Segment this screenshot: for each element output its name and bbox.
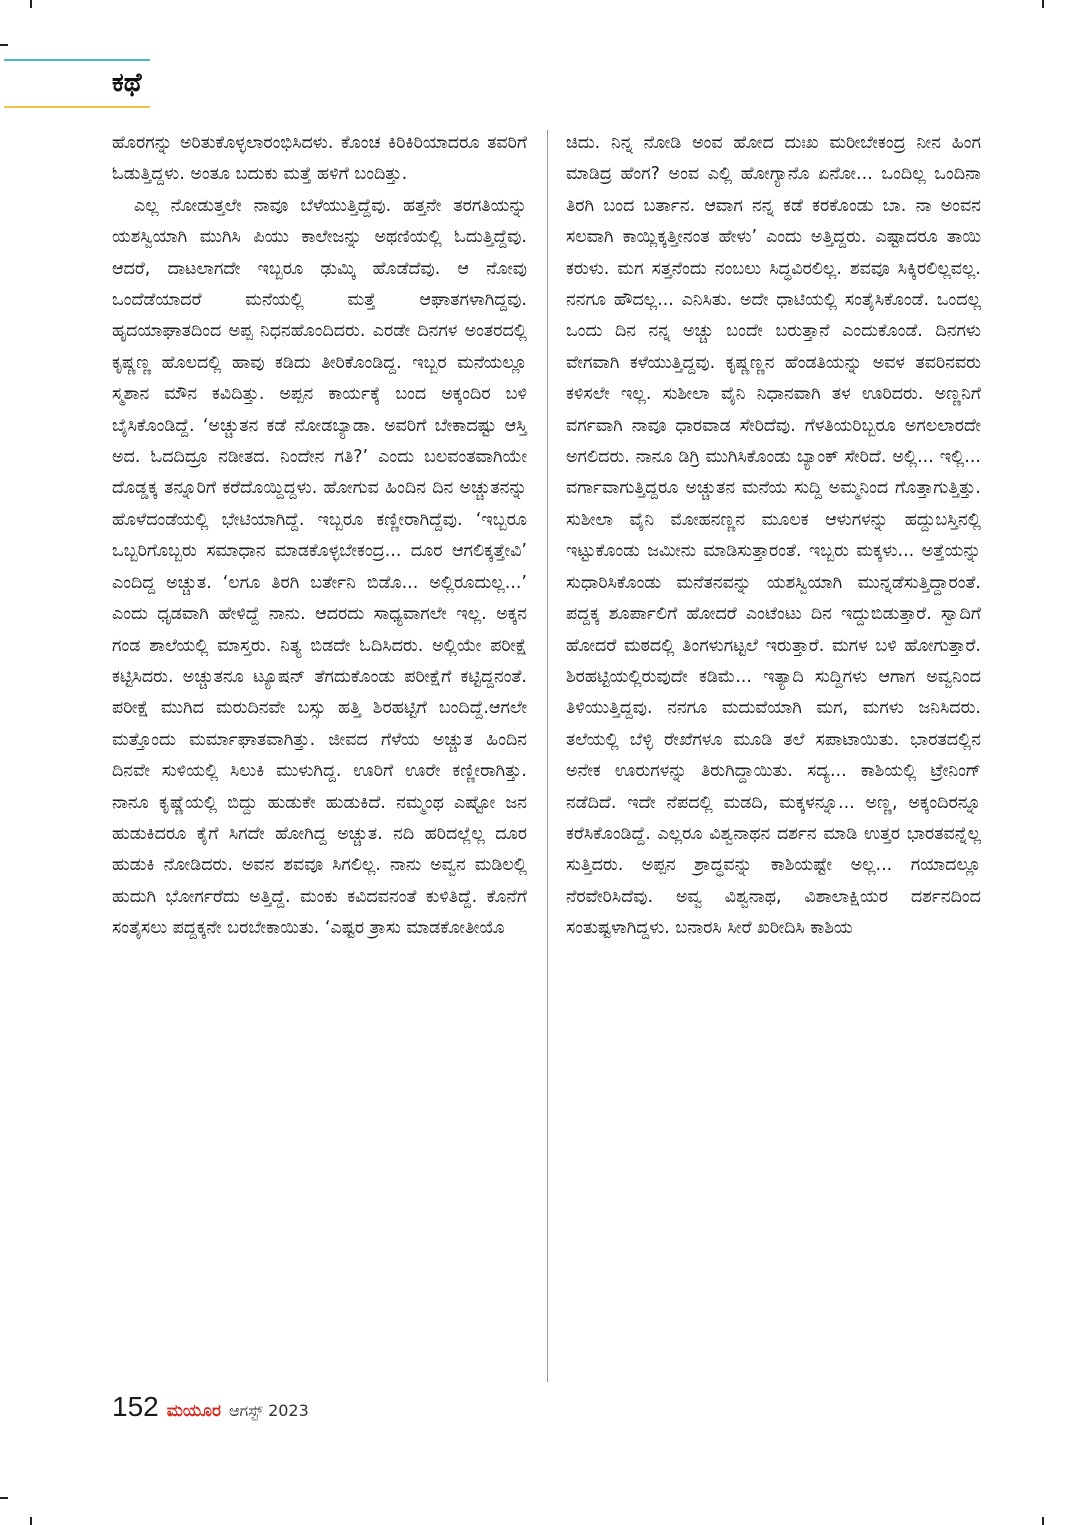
column-divider — [547, 130, 548, 1382]
crop-mark — [30, 1517, 32, 1525]
crop-mark — [1042, 0, 1044, 8]
crop-mark — [0, 44, 8, 46]
section-rule-bottom — [4, 106, 150, 108]
article-column-left — [112, 128, 527, 945]
section-rule-top — [4, 59, 150, 61]
article-column-right — [566, 128, 981, 945]
crop-mark — [30, 0, 32, 8]
paragraph: ಎಲ್ಲ ನೋಡುತ್ತಲೇ ನಾವೂ ಬೆಳೆಯುತ್ತಿದ್ದೆವು. ಹತ್ತನೇ ತರಗತಿಯನ್ನು ಯಶಸ್ವಿಯಾಗಿ ಮುಗಿಸಿ ಪಿಯು ಕಾಲೇಜನ್ನು ಅಥಣಿಯಲ್ಲಿ ಓದುತ್ತಿದ್ದೆವು. ಆದರೆ, ದಾಟಲಾಗದೇ ಇಬ್ಬರೂ ಢುಮ್ಕಿ ಹೊಡೆದೆವು. ಆ ನೋವು ಒಂದೆಡೆಯಾದರೆ ಮನೆಯಲ್ಲಿ ಮತ್ತೆ ಆಘಾತಗಳಾಗಿದ್ದವು. ಹೃದಯಾಘಾತದಿಂದ ಅಪ್ಪ ನಿಧನಹೊಂದಿದರು. ಎರಡೇ ದಿನಗಳ ಅಂತರದಲ್ಲಿ ಕೃಷ್ಣಣ್ಣ ಹೊಲದಲ್ಲಿ ಹಾವು ಕಡಿದು ತೀರಿಕೊಂಡಿದ್ದ. ಇಬ್ಬರ ಮನೆಯಲ್ಲೂ ಸ್ಮಶಾನ ಮೌನ ಕವಿದಿತ್ತು. ಅಪ್ಪನ ಕಾರ್ಯಕ್ಕೆ ಬಂದ ಅಕ್ಕಂದಿರ ಬಳಿ ಬೈಸಿಕೊಂಡಿದ್ದೆ. ‘ಅಚ್ಚುತನ ಕಡೆ ನೋಡಬ್ಯಾಡಾ. ಅವರಿಗೆ ಬೇಕಾದಷ್ಟು ಆಸ್ತಿ ಅದ. ಓದದಿದ್ರೂ ನಡೀತದ. ನಿಂದೇನ ಗತಿ?’ ಎಂದು ಬಲವಂತವಾಗಿಯೇ ದೊಡ್ಡಕ್ಕ ತನ್ನೂರಿಗೆ ಕರೆದೊಯ್ದಿದ್ದಳು. ಹೋಗುವ ಹಿಂದಿನ ದಿನ ಅಚ್ಚುತನನ್ನು ಹೊಳೆದಂಡೆಯಲ್ಲಿ ಭೇಟಿಯಾಗಿದ್ದೆ. ಇಬ್ಬರೂ ಕಣ್ಣೀರಾಗಿದ್ದೆವು. ‘ಇಬ್ಬರೂ ಒಬ್ಬರಿಗೊಬ್ಬರು ಸಮಾಧಾನ ಮಾಡಕೊಳ್ಳಬೇಕಂದ್ರ... ದೂರ ಆಗಲಿಕ್ಕತ್ತೇವಿ’ ಎಂದಿದ್ದ ಅಚ್ಚುತ. ‘ಲಗೂ ತಿರಗಿ ಬರ್ತೇನಿ ಬಿಡೊ... ಅಲ್ಲಿರೂದುಲ್ಲ...’ ಎಂದು ಧೃಡವಾಗಿ ಹೇಳಿದ್ದೆ ನಾನು. ಆದರದು ಸಾಧ್ಯವಾಗಲೇ ಇಲ್ಲ. ಅಕ್ಕನ ಗಂಡ ಶಾಲೆಯಲ್ಲಿ ಮಾಸ್ತರು. ನಿತ್ಯ ಬಿಡದೇ ಓದಿಸಿದರು. ಅಲ್ಲಿಯೇ ಪರೀಕ್ಷೆ ಕಟ್ಟಿಸಿದರು. ಅಚ್ಚುತನೂ ಟ್ಯೂಷನ್ ತೆಗದುಕೊಂಡು ಪರೀಕ್ಷೆಗೆ ಕಟ್ಟಿದ್ದನಂತೆ. ಪರೀಕ್ಷೆ ಮುಗಿದ ಮರುದಿನವೇ ಬಸ್ಸು ಹತ್ತಿ ಶಿರಹಟ್ಟಿಗೆ ಬಂದಿದ್ದೆ.ಆಗಲೇ ಮತ್ತೊಂದು ಮರ್ಮಾಘಾತವಾಗಿತ್ತು. ಜೀವದ ಗೆಳೆಯ ಅಚ್ಚುತ ಹಿಂದಿನ ದಿನವೇ ಸುಳಿಯಲ್ಲಿ ಸಿಲುಕಿ ಮುಳುಗಿದ್ದ. ಊರಿಗೆ ಊರೇ ಕಣ್ಣೀರಾಗಿತ್ತು. ನಾನೂ ಕೃಷ್ಣೆಯಲ್ಲಿ ಬಿದ್ದು ಹುಡುಕೇ ಹುಡುಕಿದೆ. ನಮ್ಮಂಥ ಎಷ್ಟೋ ಜನ ಹುಡುಕಿದರೂ ಕೈಗೆ ಸಿಗದೇ ಹೋಗಿದ್ದ ಅಚ್ಚುತ. ನದಿ ಹರಿದಲ್ಲೆಲ್ಲ ದೂರ ಹುಡುಕಿ ನೋಡಿದರು. ಅವನ ಶವವೂ ಸಿಗಲಿಲ್ಲ. ನಾನು ಅವ್ವನ ಮಡಿಲಲ್ಲಿ ಹುದುಗಿ ಭೋರ್ಗರೆದು ಅತ್ತಿದ್ದೆ. ಮಂಕು ಕವಿದವನಂತೆ ಕುಳಿತಿದ್ದೆ. ಕೊನೆಗೆ ಸಂತೈಸಲು ಪದ್ದಕ್ಕನೇ ಬರಬೇಕಾಯಿತು. ‘ಎಷ್ಟರ ತ್ರಾಸು ಮಾಡಕೋತೀಯೊ — [112, 195, 527, 939]
paragraph: ಚಿದು. ನಿನ್ನ ನೋಡಿ ಅಂವ ಹೋದ ದುಃಖ ಮರೀಬೇಕಂದ್ರ ನೀನ ಹಿಂಗ ಮಾಡಿದ್ರ ಹೆಂಗ? ಅಂವ ಎಲ್ಲಿ ಹೋಗ್ಯಾನೊ ಏನೋ... ಒಂದಿಲ್ಲ ಒಂದಿನಾ ತಿರಗಿ ಬಂದ ಬರ್ತಾನ. ಆವಾಗ ನನ್ನ ಕಡೆ ಕರಕೊಂಡು ಬಾ. ನಾ ಅಂವನ ಸಲವಾಗಿ ಕಾಯ್ಲಿಕ್ಕತ್ತೀನಂತ ಹೇಳು’ ಎಂದು ಅತ್ತಿದ್ದರು. ಎಷ್ಟಾದರೂ ತಾಯಿ ಕರುಳು. ಮಗ ಸತ್ತನೆಂದು ನಂಬಲು ಸಿದ್ಧವಿರಲಿಲ್ಲ. ಶವವೂ ಸಿಕ್ಕಿರಲಿಲ್ಲವಲ್ಲ. ನನಗೂ ಹೌದಲ್ಲ... ಎನಿಸಿತು. ಅದೇ ಧಾಟಿಯಲ್ಲಿ ಸಂತೈಸಿಕೊಂಡೆ. ಒಂದಲ್ಲ ಒಂದು ದಿನ ನನ್ನ ಅಚ್ಚು ಬಂದೇ ಬರುತ್ತಾನೆ ಎಂದುಕೊಂಡೆ. ದಿನಗಳು ವೇಗವಾಗಿ ಕಳೆಯುತ್ತಿದ್ದವು. ಕೃಷ್ಣಣ್ಣನ ಹೆಂಡತಿಯನ್ನು ಅವಳ ತವರಿನವರು ಕಳಿಸಲೇ ಇಲ್ಲ. ಸುಶೀಲಾ ವೈನಿ ನಿಧಾನವಾಗಿ ತಳ ಊರಿದರು. ಅಣ್ಣನಿಗೆ ವರ್ಗವಾಗಿ ನಾವೂ ಧಾರವಾಡ ಸೇರಿದೆವು. ಗೆಳತಿಯರಿಬ್ಬರೂ ಅಗಲಲಾರದೇ ಅಗಲಿದರು. ನಾನೂ ಡಿಗ್ರಿ ಮುಗಿಸಿಕೊಂಡು ಬ್ಯಾಂಕ್ ಸೇರಿದೆ. ಅಲ್ಲಿ... ಇಲ್ಲಿ... ವರ್ಗಾವಾಗುತ್ತಿದ್ದರೂ ಅಚ್ಚುತನ ಮನೆಯ ಸುದ್ದಿ ಅಮ್ಮನಿಂದ ಗೊತ್ತಾಗುತ್ತಿತ್ತು. ಸುಶೀಲಾ ವೈನಿ ಮೋಹನಣ್ಣನ ಮೂಲಕ ಆಳುಗಳನ್ನು ಹದ್ದುಬಸ್ತಿನಲ್ಲಿ ಇಟ್ಟುಕೊಂಡು ಜಮೀನು ಮಾಡಿಸುತ್ತಾರಂತೆ. ಇಬ್ಬರು ಮಕ್ಕಳು... ಅತ್ತೆಯನ್ನು ಸುಧಾರಿಸಿಕೊಂಡು ಮನೆತನವನ್ನು ಯಶಸ್ವಿಯಾಗಿ ಮುನ್ನಡೆಸುತ್ತಿದ್ದಾರಂತೆ. ಪದ್ದಕ್ಕ ಶೂರ್ಪಾಲಿಗೆ ಹೋದರೆ ಎಂಟೆಂಟು ದಿನ ಇದ್ದುಬಿಡುತ್ತಾರೆ. ಸ್ವಾದಿಗೆ ಹೋದರೆ ಮಠದಲ್ಲಿ ತಿಂಗಳುಗಟ್ಟಲೆ ಇರುತ್ತಾರೆ. ಮಗಳ ಬಳಿ ಹೋಗುತ್ತಾರೆ. ಶಿರಹಟ್ಟಿಯಲ್ಲಿರುವುದೇ ಕಡಿಮೆ... ಇತ್ಯಾದಿ ಸುದ್ದಿಗಳು ಆಗಾಗ ಅವ್ವನಿಂದ ತಿಳಿಯುತ್ತಿದ್ದವು. ನನಗೂ ಮದುವೆಯಾಗಿ ಮಗ, ಮಗಳು ಜನಿಸಿದರು. ತಲೆಯಲ್ಲಿ ಬೆಳ್ಳಿ ರೇಖೆಗಳೂ ಮೂಡಿ ತಲೆ ಸಪಾಟಾಯಿತು. ಭಾರತದಲ್ಲಿನ ಅನೇಕ ಊರುಗಳನ್ನು ತಿರುಗಿದ್ದಾಯಿತು. ಸದ್ಯ... ಕಾಶಿಯಲ್ಲಿ ಟ್ರೇನಿಂಗ್ ನಡೆದಿದೆ. ಇದೇ ನೆಪದಲ್ಲಿ ಮಡದಿ, ಮಕ್ಕಳನ್ನೂ... ಅಣ್ಣ, ಅಕ್ಕಂದಿರನ್ನೂ ಕರೆಸಿಕೊಂಡಿದ್ದೆ. ಎಲ್ಲರೂ ವಿಶ್ವನಾಥನ ದರ್ಶನ ಮಾಡಿ ಉತ್ತರ ಭಾರತವನ್ನೆಲ್ಲ ಸುತ್ತಿದರು. ಅಪ್ಪನ ಶ್ರಾದ್ಧವನ್ನು ಕಾಶಿಯಷ್ಟೇ ಅಲ್ಲ... ಗಯಾದಲ್ಲೂ ನೆರವೇರಿಸಿದೆವು. ಅವ್ವ ವಿಶ್ವನಾಥ, ವಿಶಾಲಾಕ್ಷಿಯರ ದರ್ಶನದಿಂದ ಸಂತುಷ್ಟಳಾಗಿದ್ದಳು. ಬನಾರಸಿ ಸೀರೆ ಖರೀದಿಸಿ ಕಾಶಿಯ — [566, 133, 981, 939]
crop-mark — [1042, 1517, 1044, 1525]
crop-mark — [0, 1497, 8, 1499]
issue-date: ಆಗಸ್ಟ್ 2023 — [228, 1401, 309, 1420]
page-number: 152 — [112, 1391, 159, 1422]
section-title: ಕಥೆ — [112, 68, 142, 98]
paragraph: ಹೊರಗನ್ನು ಅರಿತುಕೊಳ್ಳಲಾರಂಭಿಸಿದಳು. ಕೊಂಚ ಕಿರಿಕಿರಿಯಾದರೂ ತವರಿಗೆ ಓಡುತ್ತಿದ್ದಳು. ಅಂತೂ ಬದುಕು ಮತ್ತೆ ಹಳಿಗೆ ಬಂದಿತ್ತು. — [112, 133, 527, 185]
magazine-name: ಮಯೂರ — [166, 1401, 221, 1421]
page-footer — [112, 1391, 309, 1431]
